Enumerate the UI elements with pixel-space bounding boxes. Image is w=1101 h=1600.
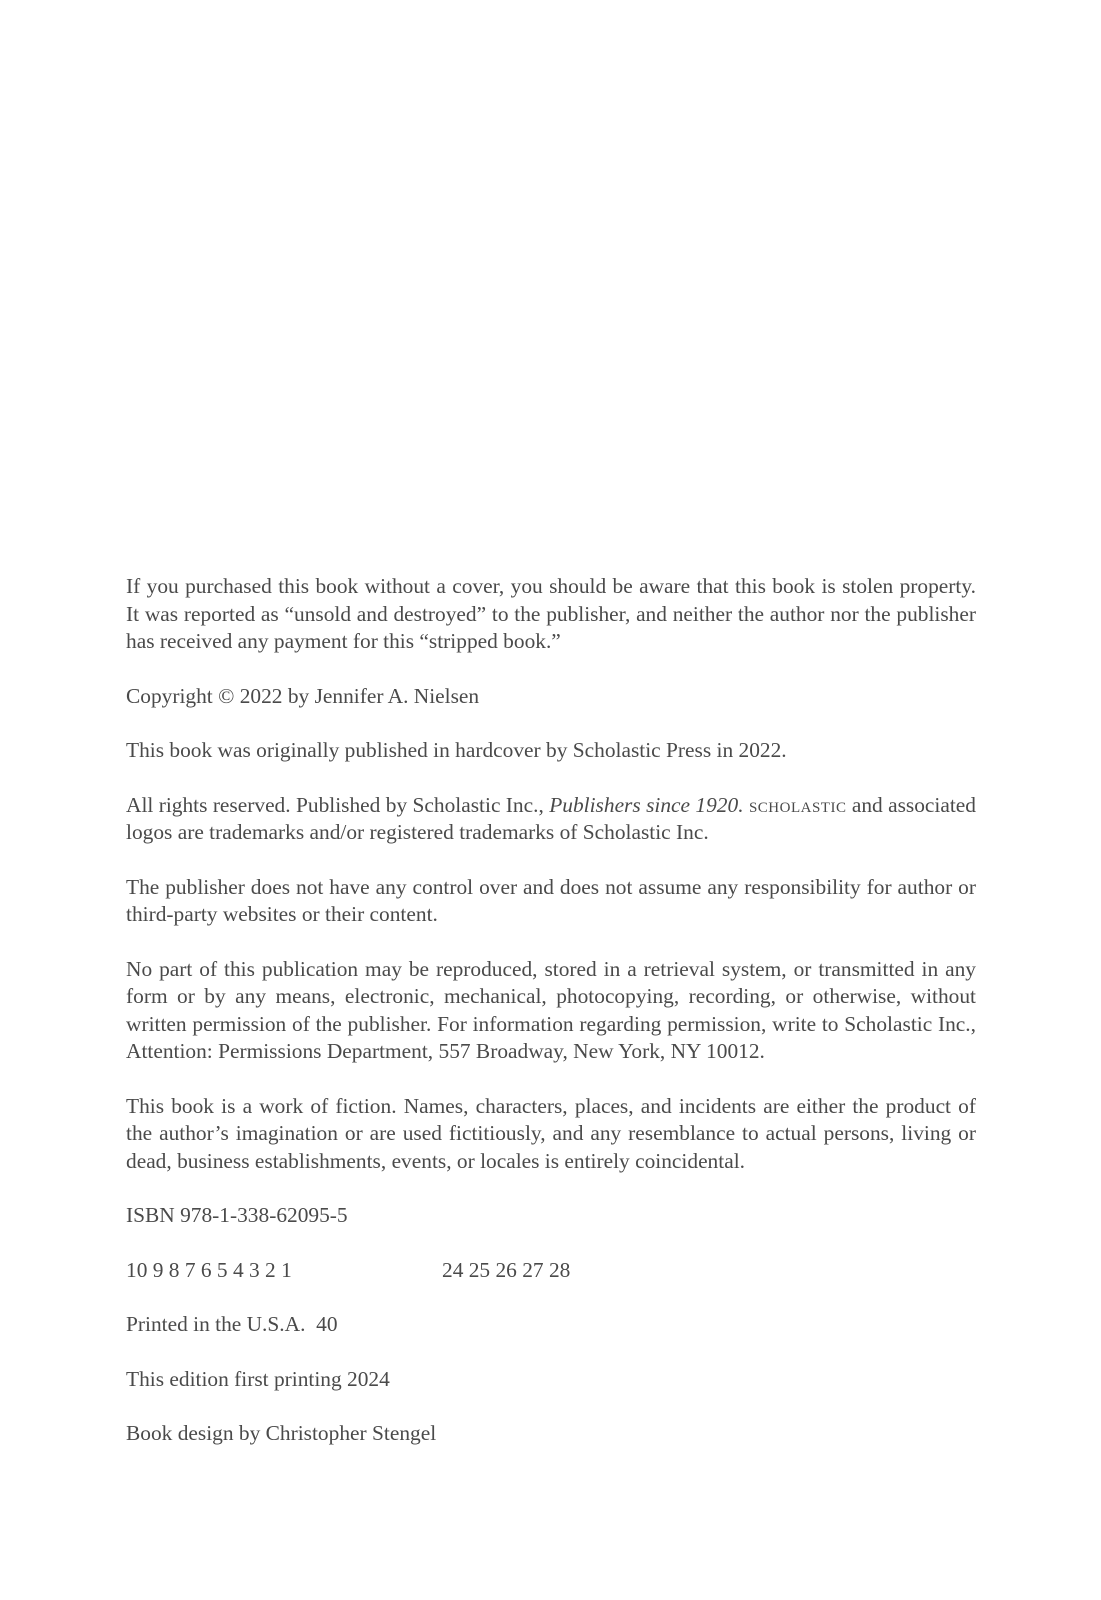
original-publication-note: This book was originally published in hardcover by Scholastic Press in 2022. <box>126 738 787 762</box>
rights-text-part1: All rights reserved. Published by Scholastic Inc., <box>126 792 550 817</box>
stripped-book-notice: If you purchased this book without a cover, you should be aware that this book is stolen property. It was reported as “unsold and destroyed” to the publisher, and neither the author nor the publisher has received any payment for this “stripped book.” <box>126 574 976 653</box>
rights-text-part2: and associated logos are trademarks and/or registered trademarks of Scholastic Inc. <box>126 792 976 844</box>
printing-numbers-row <box>126 1257 976 1285</box>
permissions-notice: No part of this publication may be reproduced, stored in a retrieval system, or transmitted in any form or by any means, electronic, mechanical, photocopying, recording, or otherwise, without written permission of the publisher. For information regarding permission, write to Scholastic Inc., Attention: Permissions Department, 557 Broadway, New York, NY 10012. <box>126 956 976 1063</box>
print-line-numbers: 10 9 8 7 6 5 4 3 2 1 <box>126 1257 292 1282</box>
copyright-line: Copyright © 2022 by Jennifer A. Nielsen <box>126 683 480 708</box>
edition-line: This edition first printing 2024 <box>126 1366 390 1391</box>
scholastic-trademark-text: scholastic <box>748 792 847 817</box>
rights-reserved-notice <box>126 792 976 847</box>
publishers-since-text: Publishers since 1920. <box>549 792 744 817</box>
fiction-disclaimer: This book is a work of fiction. Names, characters, places, and incidents are either the product of the author’s imagination or are used fictitiously, and any resemblance to actual persons, living or dead, business establishments, events, or locales is entirely coincidental. <box>126 1093 976 1173</box>
printed-in-line: Printed in the U.S.A. 40 <box>126 1312 338 1336</box>
book-design-credit: Book design by Christopher Stengel <box>126 1421 437 1445</box>
copyright-content <box>126 573 976 1475</box>
year-line-numbers: 24 25 26 27 28 <box>442 1257 571 1282</box>
isbn-line: ISBN 978-1-338-62095-5 <box>126 1203 348 1227</box>
third-party-responsibility-notice: The publisher does not have any control over and does not assume any responsibility for author or third-party websites or their content. <box>126 874 976 926</box>
